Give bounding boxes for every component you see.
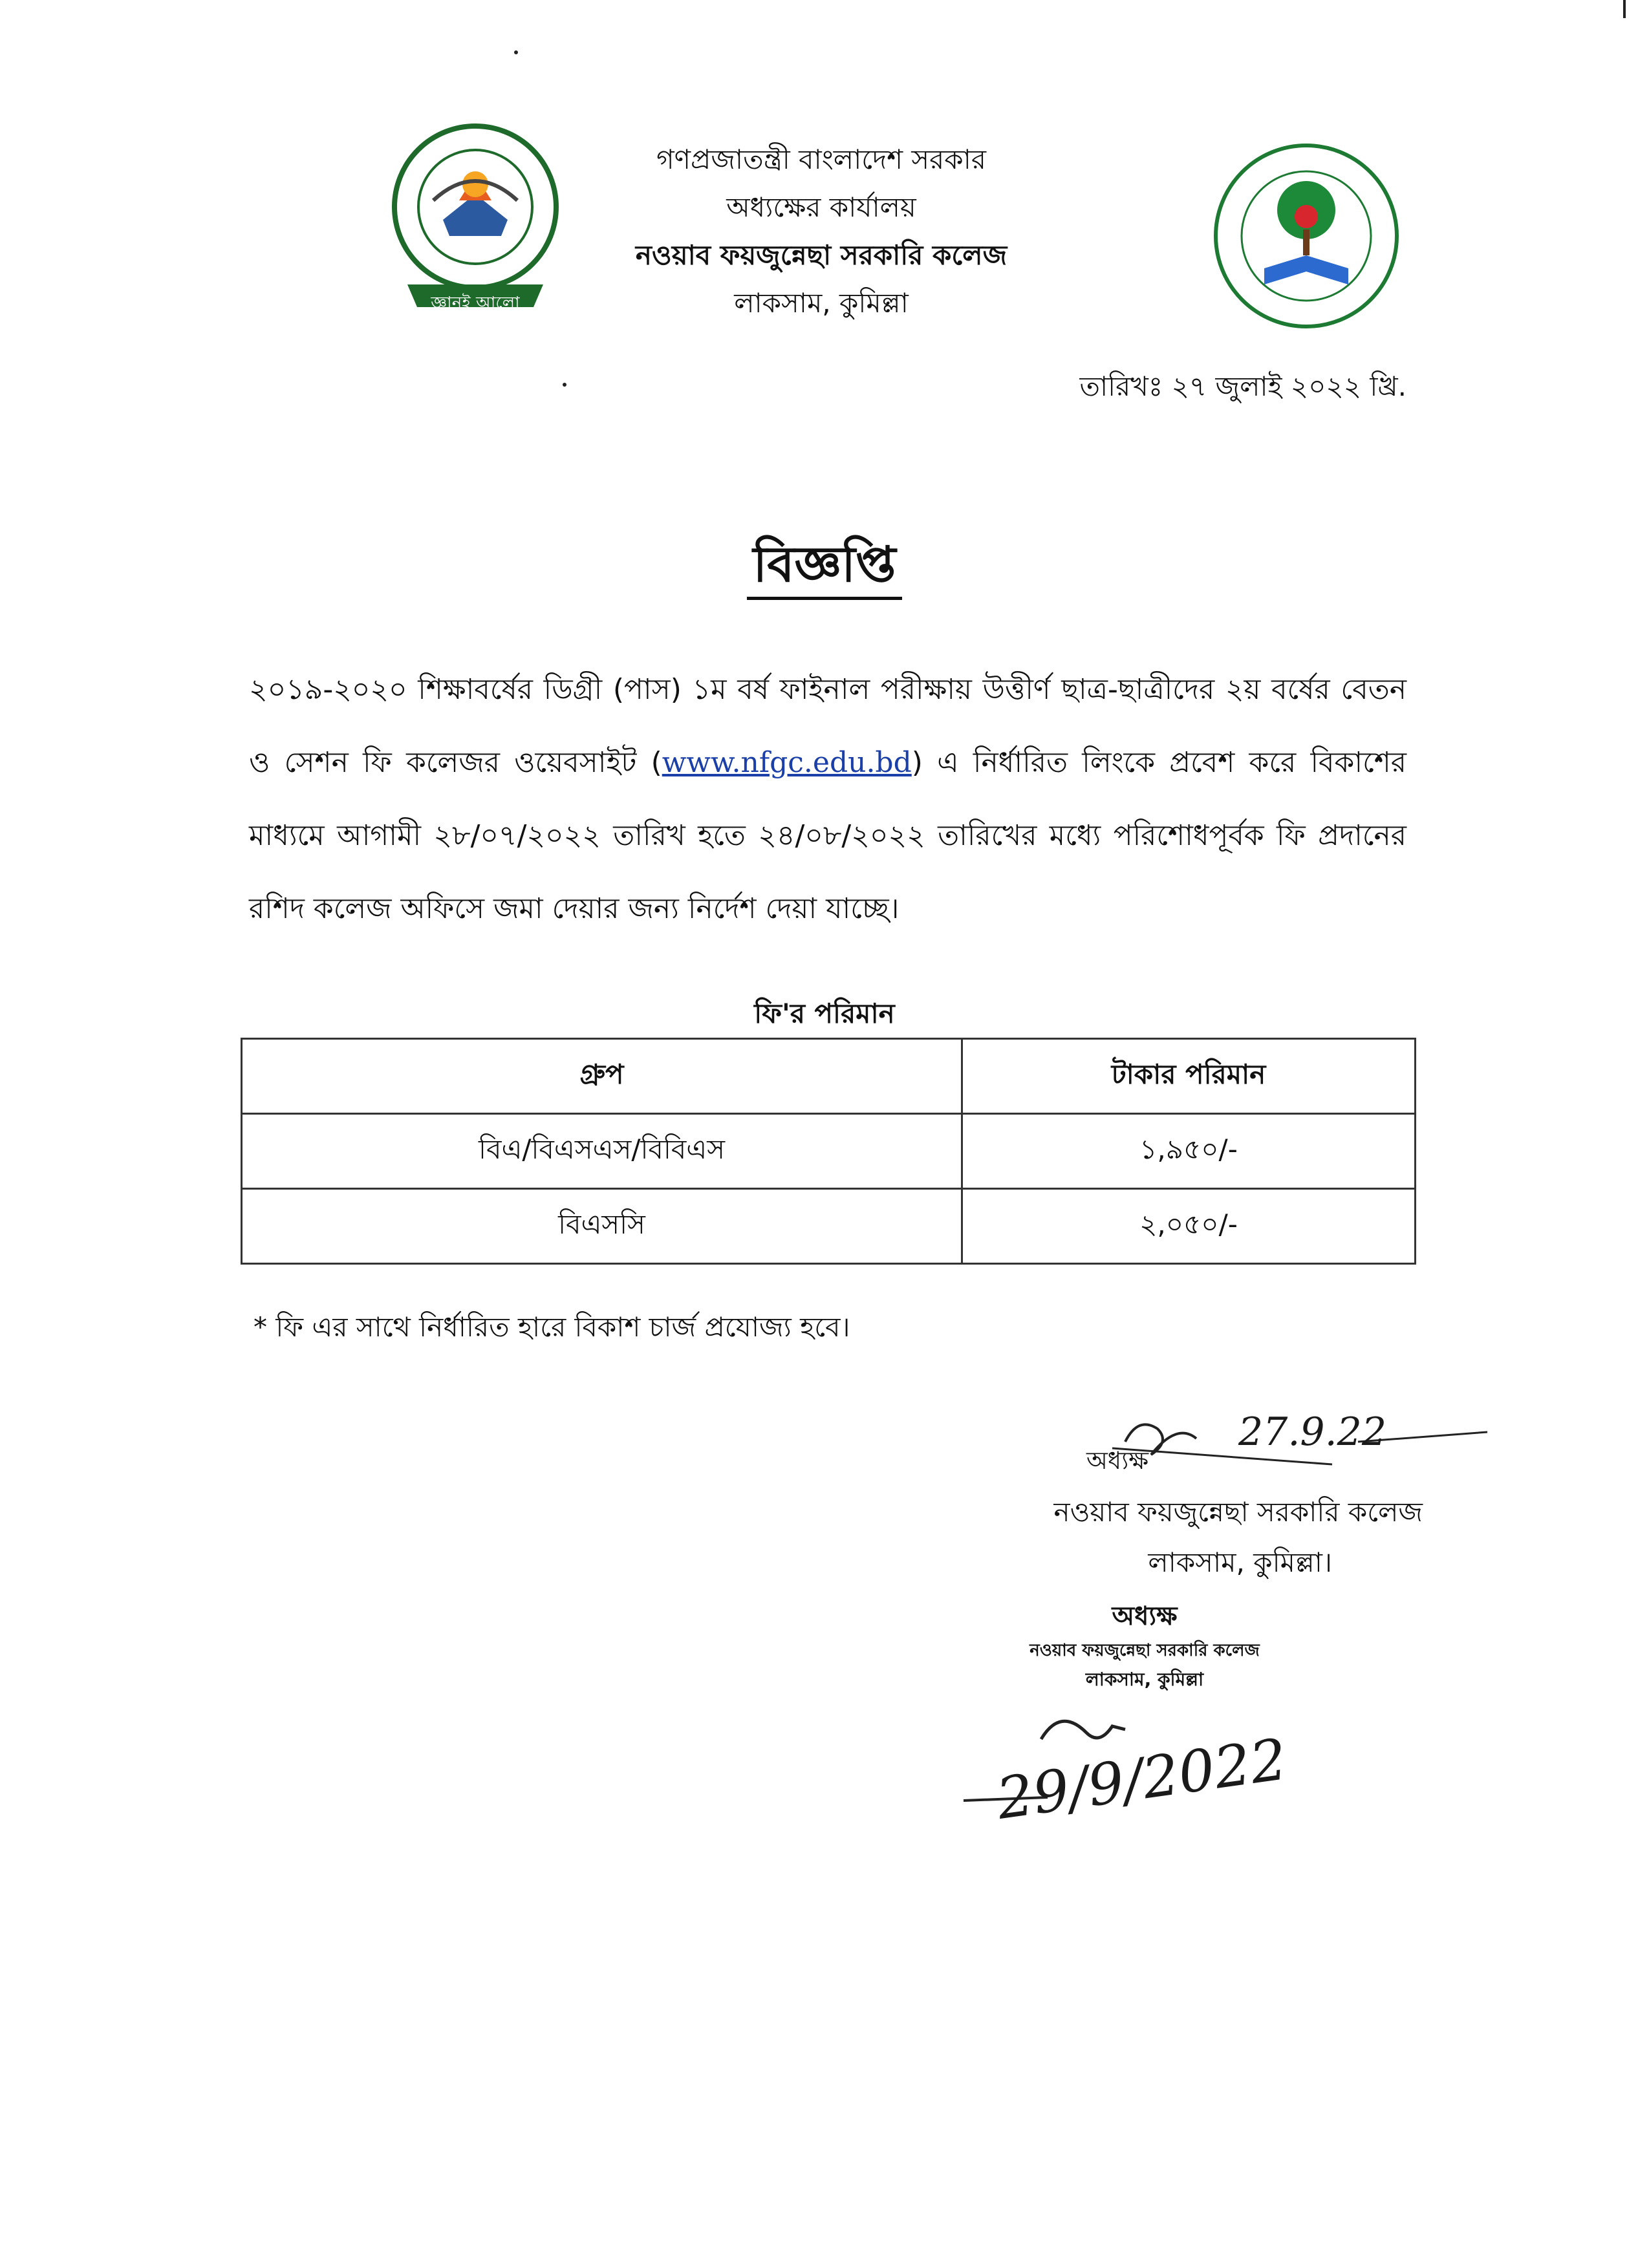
letterhead (556, 136, 1086, 327)
table-row (242, 1189, 1416, 1264)
scan-dot (514, 50, 518, 54)
group-cell: বিএসসি (242, 1189, 962, 1264)
college-location: লাকসাম, কুমিল্লা (734, 287, 909, 319)
principal-handwritten-date: 27.9.22 (1238, 1409, 1387, 1455)
principal-college: নওয়াব ফয়জুন্নেছা সরকারি কলেজ (1053, 1496, 1423, 1528)
government-name: গণপ্রজাতন্ত্রী বাংলাদেশ সরকার (656, 144, 986, 175)
stamp-role: অধ্যক্ষ (1112, 1601, 1178, 1631)
table-header-row (242, 1039, 1416, 1114)
official-stamp (970, 1597, 1319, 1694)
office-name: অধ্যক্ষের কার্যালয় (726, 191, 916, 223)
scan-dot (563, 383, 566, 387)
book-tree-emblem-icon (1209, 139, 1403, 333)
notice-body-part2: ) এ নির্ধারিত লিংকে প্রবেশ করে বিকাশের মাধ্যমে আগামী ২৮/০৭/২০২২ তারিখ হতে ২৪/০৮/২০২২ তারিখের মধ্যে পরিশোধপূর্বক ফি প্রদানের রশিদ কলেজ অফিসে জমা দেয়ার জন্য নির্দেশ দেয়া যাচ্ছে। (249, 746, 1406, 925)
footnote: * ফি এর সাথে নির্ধারিত হারে বিকাশ চার্জ প্রযোজ্য হবে। (253, 1311, 850, 1343)
principal-location: লাকসাম, কুমিল্লা। (1148, 1546, 1332, 1578)
amount-cell: ১,৯৫০/- (962, 1114, 1416, 1189)
fee-table-title: ফি'র পরিমান (754, 998, 895, 1029)
college-name: নওয়াব ফয়জুন্নেছা সরকারি কলেজ (635, 239, 1008, 271)
principal-role: অধ্যক্ষ (1086, 1446, 1149, 1475)
college-emblem-icon (382, 123, 569, 317)
header-amount: টাকার পরিমান (962, 1039, 1416, 1114)
principal-address (879, 1487, 1423, 1588)
amount-cell: ২,০৫০/- (962, 1189, 1416, 1264)
logo-left-ribbon: জ্ঞানই আলো (431, 294, 520, 313)
stamp-college: নওয়াব ফয়জুন্নেছা সরকারি কলেজ (1029, 1641, 1260, 1660)
notice-title-wrap (0, 527, 1649, 609)
stamp-location: লাকসাম, কুমিল্লা (1085, 1669, 1204, 1690)
table-row (242, 1114, 1416, 1189)
notice-body-part1: ২০১৯-২০২০ শিক্ষাবর্ষের ডিগ্রী (পাস) ১ম বর্ষ ফাইনাল পরীক্ষায় উত্তীর্ণ ছাত্র-ছাত্রীদের ২য় বর্ষের বেতন ও সেশন ফি কলেজর ওয়েবসাইট ( (249, 673, 1406, 779)
group-cell: বিএ/বিএসএস/বিবিএস (242, 1114, 962, 1189)
college-website-link[interactable]: www.nfgc.edu.bd (662, 746, 912, 779)
scan-edge-mark (1623, 0, 1626, 18)
stamp-handwritten-date: 29/9/2022 (993, 1726, 1291, 1832)
notice-date: তারিখঃ ২৭ জুলাই ২০২২ খ্রি. (1079, 370, 1406, 402)
header-group: গ্রুপ (242, 1039, 962, 1114)
notice-body (249, 653, 1406, 945)
fee-table (241, 1038, 1416, 1265)
notice-title: বিজ্ঞপ্তি (747, 535, 903, 600)
